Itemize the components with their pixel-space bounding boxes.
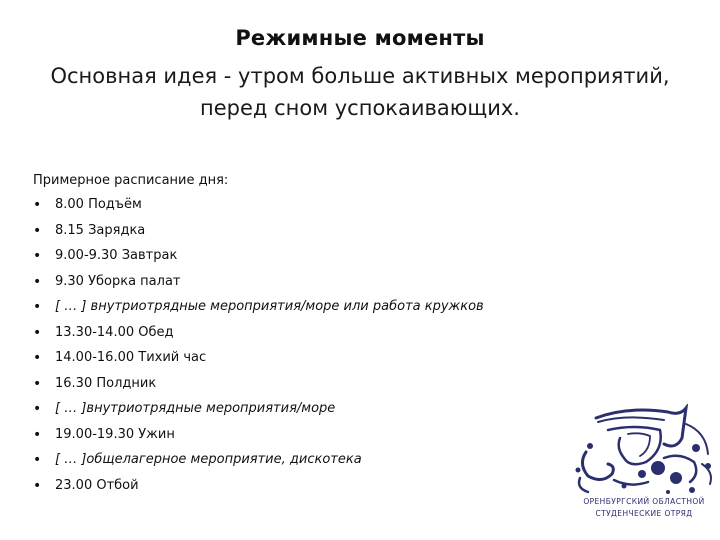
- schedule-item: • 8.00 Подъём: [33, 195, 484, 221]
- slide-subtitle: Основная идея - утром больше активных мероприятий, перед сном успокаивающих.: [50, 64, 670, 120]
- schedule-item: • [ … ]внутриотрядные мероприятия/море: [33, 399, 484, 425]
- slide-title: Режимные моменты: [235, 26, 485, 50]
- student-brigade-logo: [568, 404, 720, 540]
- schedule-item: • 9.00-9.30 Завтрак: [33, 246, 484, 272]
- schedule-item: • 14.00-16.00 Тихий час: [33, 348, 484, 374]
- schedule-intro: Примерное расписание дня:: [33, 173, 229, 188]
- schedule-item: • 19.00-19.30 Ужин: [33, 425, 484, 451]
- schedule-item: • 23.00 Отбой: [33, 476, 484, 502]
- logo-emblem-icon: [568, 404, 720, 496]
- schedule-list: [33, 195, 484, 501]
- schedule-item: • 9.30 Уборка палат: [33, 272, 484, 298]
- schedule-item: • 16.30 Полдник: [33, 374, 484, 400]
- logo-text-line2: СТУДЕНЧЕСКИЕ ОТРЯД: [595, 509, 693, 518]
- logo-text-line1: ОРЕНБУРГСКИЙ ОБЛАСТНОЙ: [583, 497, 705, 506]
- schedule-item: • 8.15 Зарядка: [33, 221, 484, 247]
- schedule-item: • [ … ]общелагерное мероприятие, дискотека: [33, 450, 484, 476]
- schedule-item: • 13.30-14.00 Обед: [33, 323, 484, 349]
- schedule-item: • [ … ] внутриотрядные мероприятия/море или работа кружков: [33, 297, 484, 323]
